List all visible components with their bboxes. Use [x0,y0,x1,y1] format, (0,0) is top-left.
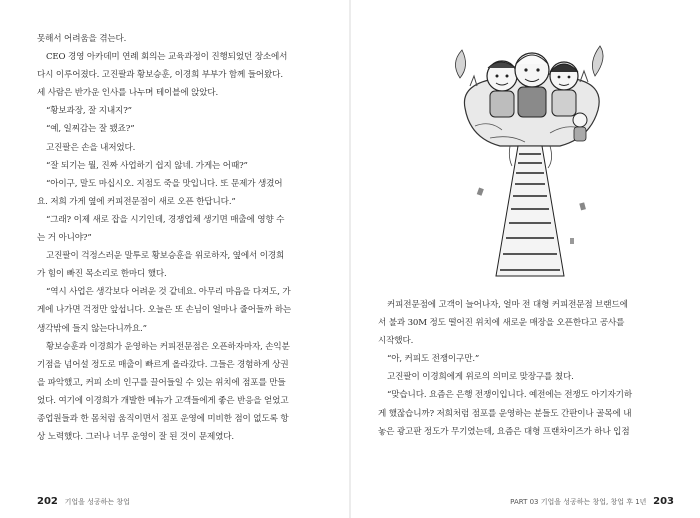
running-title: 기업을 성공하는 창업 [64,498,130,506]
staircase-to-floating-island-illustration [430,38,630,278]
text-line: 기점을 넘어설 정도로 매출이 빠르게 올라갔다. 그들은 경험하게 상권 [37,359,289,370]
text-line: “예, 일찌감는 잘 됐죠?” [46,124,135,135]
text-line: 생각밖에 들지 않는다니까요.” [37,323,147,334]
page-number: 202 [37,496,58,507]
text-line: 게 했잖습니까? 저희처럼 점포를 운영하는 분들도 간판이나 골목에 내 [378,408,632,419]
text-line: “잘 되기는 뭘, 진짜 사업하기 쉽지 않네. 가게는 어때?” [46,160,248,171]
text-line: 종업원들과 한 몸처럼 움직이면서 점포 운영에 미비한 점이 없도록 항 [37,413,289,424]
text-line: 고진팔이 걱정스러운 말투로 황보승훈을 위로하자, 옆에서 이경희 [46,251,285,262]
text-line: 세 사람은 반가운 인사를 나누며 테이블에 앉았다. [37,88,219,99]
text-line: 고진팔은 손을 내저었다. [46,142,136,153]
text-line: 을 파악했고, 커피 소비 인구를 끌어들일 수 있는 위치에 점포를 만들 [37,377,286,388]
text-line: “역시 사업은 생각보다 어려운 것 같네요. 아무리 마음을 다져도, 가 [46,287,291,298]
text-line: 고진팔이 이경희에게 위로의 의미로 맞장구를 쳤다. [387,372,574,383]
text-line: 서 불과 30M 정도 떨어진 위치에 새로운 매장을 오픈한다고 공사를 [378,318,625,329]
text-line: 가 힘이 빠진 목소리로 한마디 했다. [37,269,167,280]
text-line: 는 거 아니야?” [37,233,92,244]
text-line: 다시 이루어졌다. 고진팔과 황보승훈, 이경희 부부가 함께 들어왔다. [37,70,283,81]
part-title: PART 03 기업을 성공하는 창업, 창업 후 1년 [510,498,647,506]
text-line: 커피전문점에 고객이 늘어나자, 얼마 전 대형 커피전문점 브랜드에 [387,300,628,310]
text-line: 게에 나가면 걱정만 앞섭니다. 오늘은 또 손님이 얼마나 줄어들까 하는 [37,305,292,316]
text-line: 시작했다. [378,336,414,347]
page-number: 203 [653,496,674,507]
text-line: CEO 경영 아카데미 연례 회의는 교육과정이 진행되었던 장소에서 [46,52,288,63]
left-body-text [37,30,327,446]
text-line: “맞습니다. 요즘은 은행 전쟁이입니다. 예전에는 전쟁도 아기자기하 [387,390,632,401]
left-footer [37,496,130,507]
text-line: 었다. 여기에 이경희가 개발한 메뉴가 고객들에게 좋은 반응을 얻었고 [37,395,289,406]
right-page [350,0,700,518]
text-line: 못해서 어려움을 겪는다. [37,34,127,44]
text-line: 황보승훈과 이경희가 운영하는 커피전문점은 오픈하자마자, 손익분 [46,341,290,352]
text-line: “황보과장, 잘 지내지?” [46,106,132,117]
right-body-text [378,296,675,441]
text-line: 요. 저희 가게 옆에 커피전문점이 새로 오픈 한답니다.” [37,196,236,207]
text-line: “아이구, 말도 마십시오. 지점도 죽을 맛입니다. 또 문제가 생겼어 [46,178,283,189]
text-line: “그래? 이제 새로 잡을 시기인데, 경쟁업체 생기면 매출에 영향 수 [46,214,285,225]
text-line: 놓은 광고판 정도가 무기였는데, 요즘은 대형 프랜차이즈가 하나 입점 [378,426,630,437]
text-line: 상 노력했다. 그러나 너무 운영이 잘 된 것이 문제였다. [37,432,235,443]
text-line: “아, 커피도 전쟁이구만.” [387,354,480,365]
right-footer [510,496,674,507]
